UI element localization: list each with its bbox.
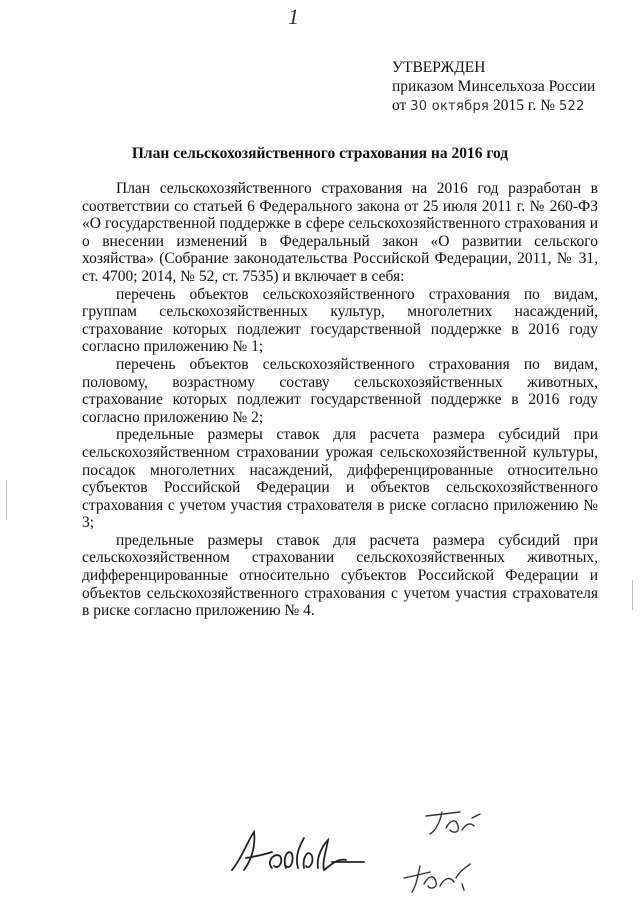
document-body (82, 180, 598, 620)
approval-title: УТВЕРЖДЕН (392, 59, 486, 76)
approval-stamp-block (392, 58, 595, 116)
approval-date-handwritten: 30 октября (410, 99, 490, 114)
scan-edge-mark-right (632, 580, 633, 610)
signature-initial-top (420, 808, 490, 838)
paragraph-list-item: предельные размеры ставок для расчета размера субсидий при сельскохозяйственном страховании урожая сельскохозяйственной культуры, посадок многолетних насаждений, дифференцированные относительно субъектов Российской Федерации и объектов сельскохозяйственного страхования с учетом участия страхователя в риске согласно приложению № 3; (82, 426, 598, 532)
scan-edge-mark-left (6, 480, 7, 520)
signature-main (228, 818, 368, 878)
approval-number-handwritten: 522 (558, 99, 585, 114)
paragraph-list-item: предельные размеры ставок для расчета размера субсидий при сельскохозяйственном страховании сельскохозяйственных животных, дифференцированные относительно субъектов Российской Федерации и объектов сельскохозяйственного страхования с учетом участия страхователя в риске согласно приложению № 4. (82, 531, 598, 620)
document-title: План сельскохозяйственного страхования на 2016 год (131, 145, 509, 162)
approval-year: 2015 г. № (493, 97, 556, 114)
approval-date-prefix: от (392, 97, 407, 114)
handwritten-page-number: 1 (288, 4, 299, 29)
paragraph-list-item: перечень объектов сельскохозяйственного страхования по видам, половому, возрастному составу сельскохозяйственных животных, страхование которых подлежит государственной поддержке в 2016 году согласно приложению № 2; (82, 355, 598, 426)
signature-initial-bottom (400, 860, 480, 896)
approval-date-line (392, 96, 595, 116)
paragraph-list-item: перечень объектов сельскохозяйственного страхования по видам, группам сельскохозяйственных культур, многолетних насаждений, страхование которых подлежит государственной поддержке в 2016 году согласно приложению № 1; (82, 285, 598, 356)
paragraph-intro: План сельскохозяйственного страхования на 2016 год разработан в соответствии со статьей 6 Федерального закона от 25 июля 2011 г. № 260-ФЗ «О государственной поддержке в сфере сельскохозяйственного страхования и о внесении изменений в Федеральный закон «О развитии сельского хозяйства» (Собрание законодательства Российской Федерации, 2011, № 31, ст. 4700; 2014, № 52, ст. 7535) и включает в себя: (82, 180, 598, 285)
approval-order-line: приказом Минсельхоза России (392, 78, 596, 95)
